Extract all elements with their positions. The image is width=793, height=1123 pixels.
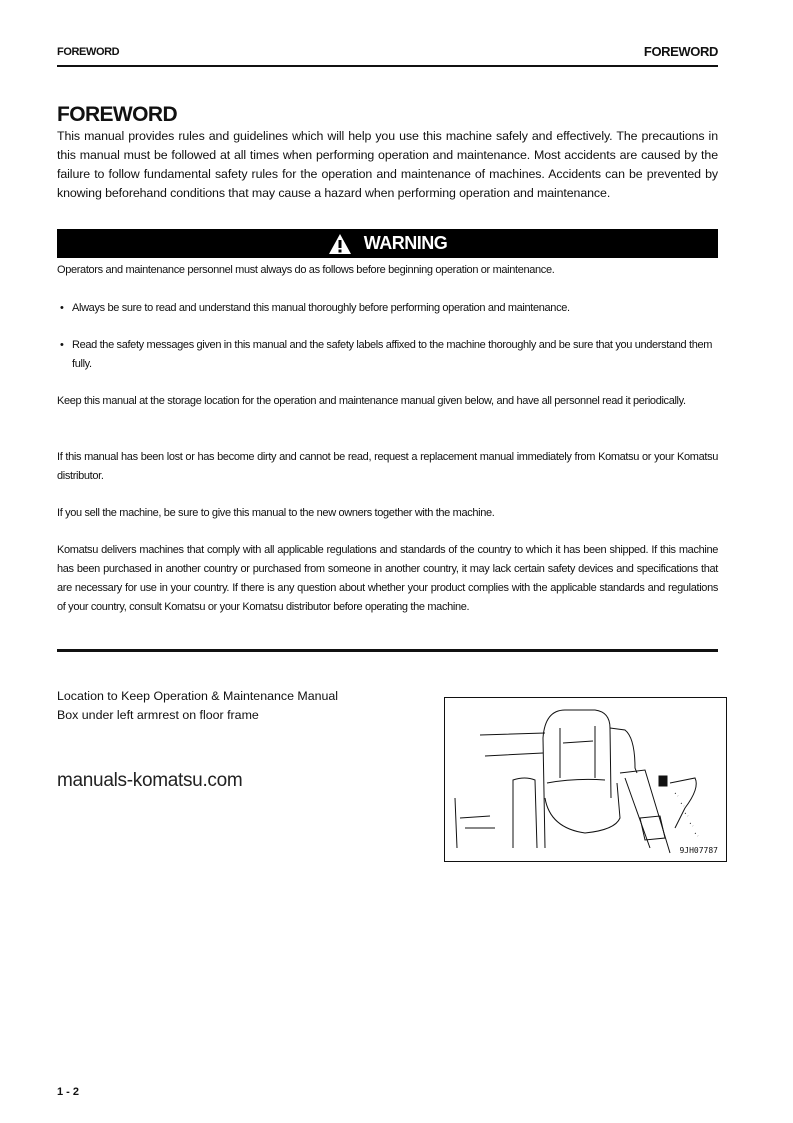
warning-bullet: • Always be sure to read and understand this manual thoroughly before performing operation and maintenance. (60, 299, 718, 318)
location-detail: Box under left armrest on floor frame (57, 708, 259, 722)
intro-paragraph: This manual provides rules and guidelines which will help you use this machine safely and effectively. The precautions in this manual must be followed at all times when performing operation and maintenance. Most accidents are caused by the failure to follow fundamental safety rules for the operation and maintenance of machines. Accidents can be prevented by knowing beforehand conditions that may cause a hazard when performing operation and maintenance. (57, 129, 718, 200)
location-text (57, 687, 338, 725)
paragraph-compliance: Komatsu delivers machines that comply with all applicable regulations and standards of the country to which it has been shipped. If this machine has been purchased in another country or purchased from someone in another country, it may lack certain safety devices and specifications that are necessary for use in your country. If there is any question about whether your product complies with the applicable standards and regulations of your country, consult Komatsu or your Komatsu distributor before operating the machine. (57, 544, 718, 613)
paragraph-keep: Keep this manual at the storage location for the operation and maintenance manual given below, and have all personnel read it periodically. (57, 395, 686, 407)
header-right: FOREWORD (643, 44, 718, 59)
operator-seat-drawing (445, 698, 725, 860)
warning-lead: Operators and maintenance personnel must always do as follows before beginning operation or maintenance. (57, 264, 555, 276)
figure-code: 9JH07787 (679, 846, 718, 855)
warning-label: WARNING (363, 233, 448, 253)
paragraph-lost: If this manual has been lost or has become dirty and cannot be read, request a replacement manual immediately from Komatsu or your Komatsu distributor. (57, 451, 718, 482)
warning-banner (57, 229, 718, 258)
bullet-icon: • (60, 302, 64, 314)
watermark: manuals-komatsu.com (57, 770, 243, 791)
bullet-icon: • (60, 339, 64, 351)
warning-bullet: • Read the safety messages given in this manual and the safety labels affixed to the machine thoroughly and be sure that you understand them fully. (60, 336, 718, 374)
warning-triangle-icon (328, 233, 352, 255)
seat-illustration (444, 697, 727, 862)
location-title: Location to Keep Operation & Maintenance Manual (57, 689, 339, 703)
page-title: FOREWORD (57, 103, 178, 126)
section-rule (57, 649, 718, 652)
page-number: 1 - 2 (57, 1086, 80, 1098)
header-left: FOREWORD (57, 46, 120, 58)
header-rule (57, 65, 718, 67)
paragraph-sell: If you sell the machine, be sure to give this manual to the new owners together with the machine. (57, 507, 495, 519)
